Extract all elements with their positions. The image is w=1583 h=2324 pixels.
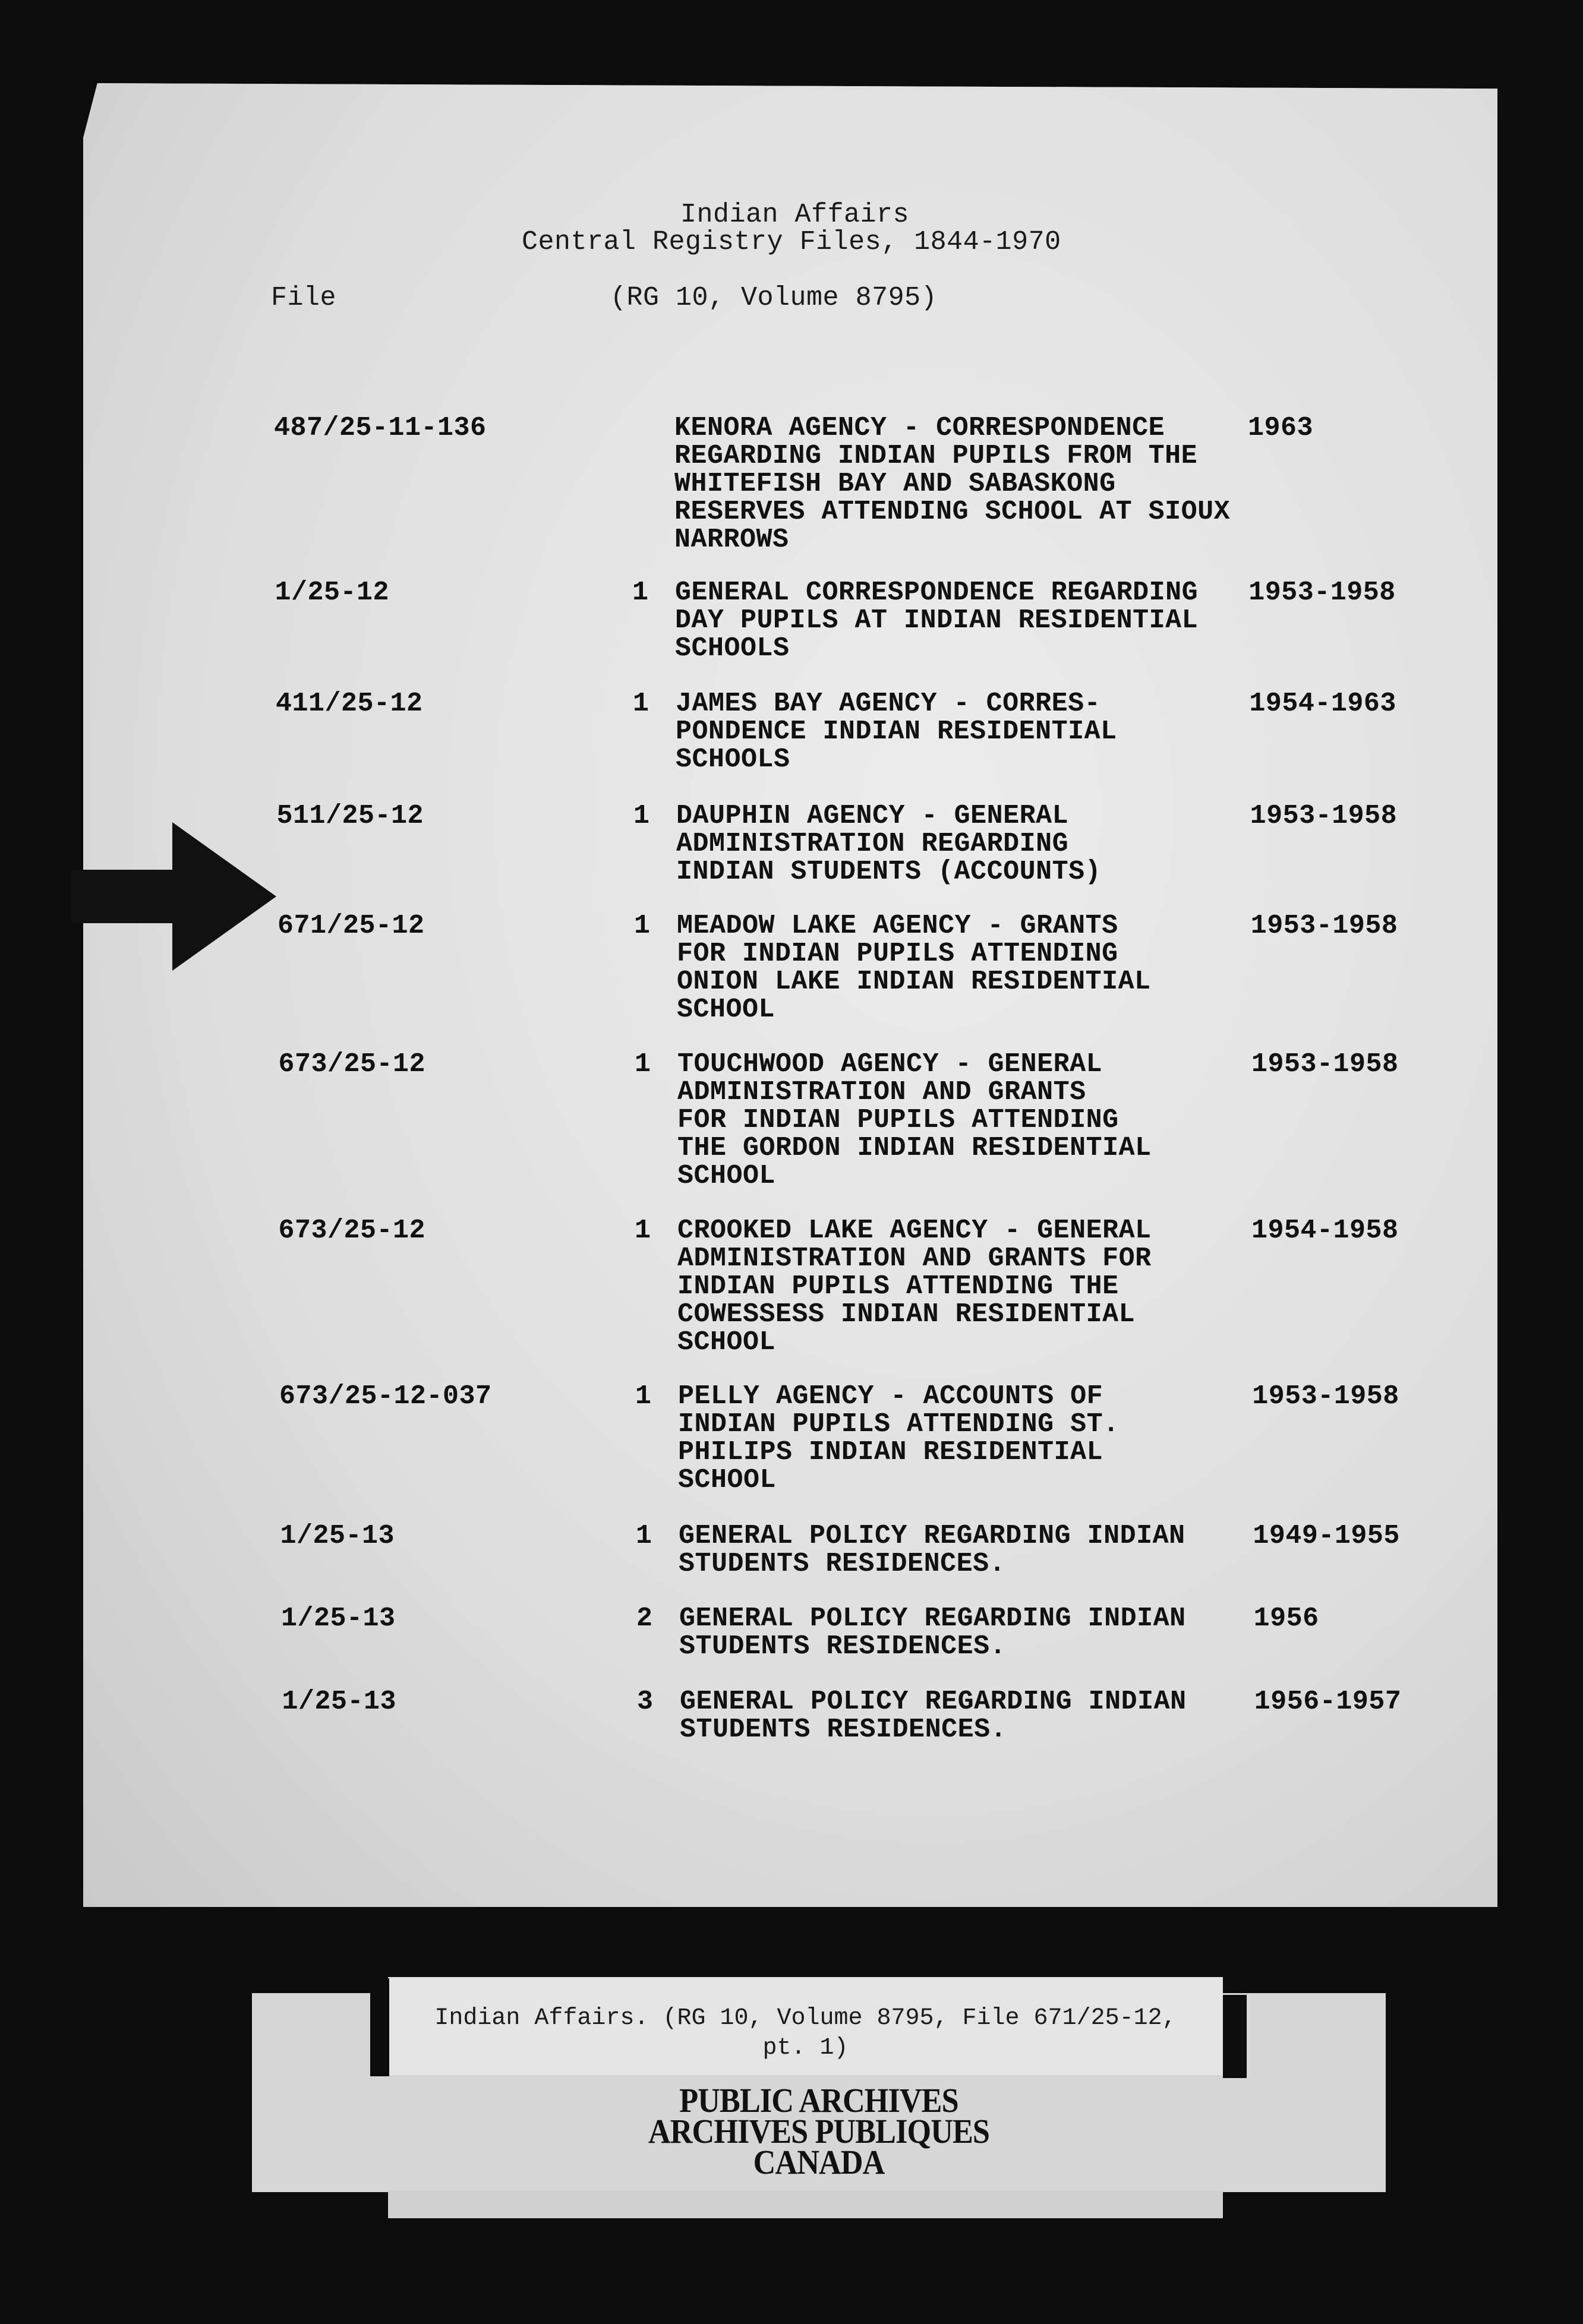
- file-number: 411/25-12: [276, 689, 423, 719]
- archives-stamp-line-2: ARCHIVES PUBLIQUES: [648, 2112, 990, 2151]
- date-range: 1953-1958: [1250, 911, 1398, 941]
- file-description: GENERAL POLICY REGARDING INDIAN STUDENTS RESIDENCES.: [680, 1687, 1187, 1745]
- date-range: 1963: [1248, 413, 1314, 443]
- part-number: 1: [633, 689, 649, 719]
- date-range: 1956-1957: [1254, 1687, 1402, 1717]
- file-number: 673/25-12-037: [279, 1381, 492, 1412]
- part-number: 1: [632, 577, 649, 608]
- file-number: 1/25-13: [281, 1603, 396, 1634]
- archives-stamp-line-1: PUBLIC ARCHIVES: [679, 2081, 958, 2120]
- part-number: 1: [635, 1049, 651, 1079]
- file-number: 511/25-12: [276, 801, 424, 831]
- file-number: 1/25-13: [282, 1687, 397, 1717]
- file-description: CROOKED LAKE AGENCY - GENERAL ADMINISTRATION AND GRANTS FOR INDIAN PUPILS ATTENDING THE COWESSESS INDIAN RESIDENTIAL SCHOOL: [677, 1215, 1152, 1357]
- date-range: 1953-1958: [1248, 577, 1396, 608]
- date-range: 1953-1958: [1250, 801, 1398, 831]
- file-description: DAUPHIN AGENCY - GENERAL ADMINISTRATION REGARDING INDIAN STUDENTS (ACCOUNTS): [676, 801, 1102, 887]
- file-description: GENERAL POLICY REGARDING INDIAN STUDENTS RESIDENCES.: [679, 1603, 1186, 1662]
- date-range: 1953-1958: [1251, 1049, 1399, 1079]
- part-number: 1: [633, 801, 650, 831]
- part-number: 2: [636, 1603, 653, 1634]
- file-number: 1/25-12: [275, 577, 390, 608]
- file-number: 1/25-13: [280, 1521, 395, 1551]
- title-line-1: Indian Affairs: [680, 200, 910, 230]
- file-number: 673/25-12: [278, 1215, 426, 1246]
- title-line-2: Central Registry Files, 1844-1970: [522, 227, 1061, 257]
- label-edge-left: [370, 1978, 389, 2076]
- file-number: 671/25-12: [278, 911, 425, 941]
- date-range: 1949-1955: [1253, 1521, 1400, 1551]
- file-description: GENERAL POLICY REGARDING INDIAN STUDENTS RESIDENCES.: [679, 1521, 1185, 1579]
- part-number: 1: [636, 1521, 652, 1551]
- bottom-strip: [388, 2191, 1223, 2218]
- part-number: 1: [635, 1215, 651, 1246]
- file-column-label: File: [271, 283, 337, 313]
- label-edge-right: [1223, 1995, 1247, 2078]
- citation-line-2: pt. 1): [762, 2035, 849, 2061]
- file-description: GENERAL CORRESPONDENCE REGARDING DAY PUPILS AT INDIAN RESIDENTIAL SCHOOLS: [675, 577, 1199, 664]
- pointer-arrow-icon: [71, 822, 276, 971]
- file-description: PELLY AGENCY - ACCOUNTS OF INDIAN PUPILS ATTENDING ST. PHILIPS INDIAN RESIDENTIAL SCHOOL: [678, 1381, 1120, 1495]
- date-range: 1954-1963: [1249, 689, 1396, 719]
- file-description: JAMES BAY AGENCY - CORRES- PONDENCE INDIAN RESIDENTIAL SCHOOLS: [676, 689, 1117, 775]
- citation-line-1: Indian Affairs. (RG 10, Volume 8795, File 671/25-12,: [434, 2005, 1177, 2032]
- date-range: 1954-1958: [1251, 1215, 1399, 1246]
- file-number: 673/25-12: [278, 1049, 426, 1079]
- volume-label: (RG 10, Volume 8795): [610, 283, 938, 313]
- file-description: KENORA AGENCY - CORRESPONDENCE REGARDING INDIAN PUPILS FROM THE WHITEFISH BAY AND SABASKONG RESERVES ATTENDING SCHOOL AT SIOUX NARROWS: [674, 413, 1231, 555]
- date-range: 1953-1958: [1252, 1381, 1399, 1412]
- file-description: TOUCHWOOD AGENCY - GENERAL ADMINISTRATION AND GRANTS FOR INDIAN PUPILS ATTENDING THE GORDON INDIAN RESIDENTIAL SCHOOL: [677, 1049, 1152, 1191]
- archives-stamp-line-3: CANADA: [753, 2143, 885, 2181]
- part-number: 1: [634, 911, 651, 941]
- file-description: MEADOW LAKE AGENCY - GRANTS FOR INDIAN PUPILS ATTENDING ONION LAKE INDIAN RESIDENTIAL SCHOOL: [677, 911, 1151, 1025]
- date-range: 1956: [1253, 1603, 1319, 1634]
- file-number: 487/25-11-136: [274, 413, 487, 443]
- part-number: 1: [635, 1381, 652, 1412]
- part-number: 3: [637, 1687, 654, 1717]
